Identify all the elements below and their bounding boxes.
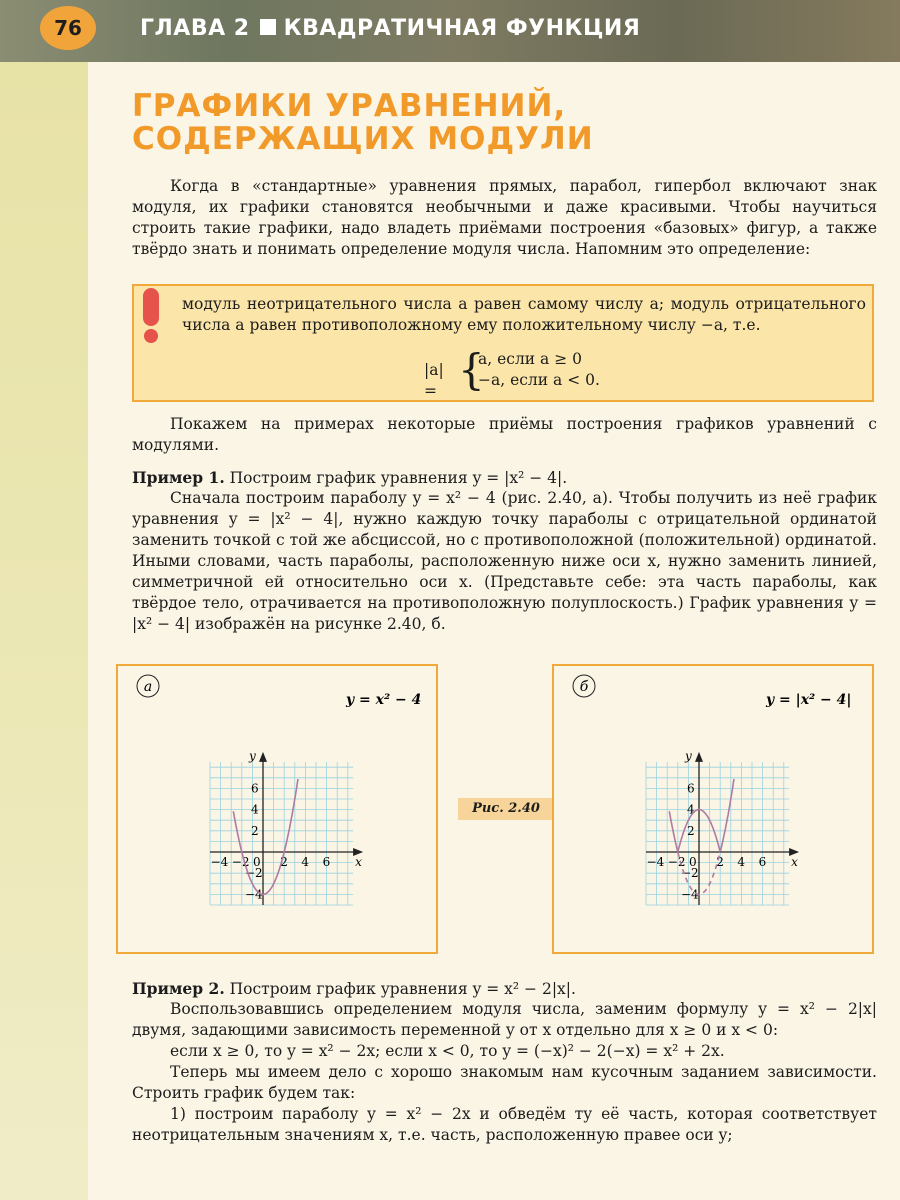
x-tick-label: 2 [280,855,288,869]
x-tick-label: −2 [231,855,250,869]
x-tick-label: 4 [301,855,310,869]
x-tick-label: −2 [667,855,686,869]
y-axis-label: y [249,748,256,763]
example2-p1: Воспользовавшись определением модуля числа, заменим формулу y = x² − 2|x| двумя, задающими зависимость переменной y от x отдельно для x ≥ 0 и x < 0: [132,1000,877,1039]
y-tick-label: 4 [687,802,695,817]
graph-equation: y = x² − 4 [346,692,422,708]
panel-label: б [579,679,589,695]
graph-a-svg [118,666,436,952]
x-tick-label: 0 [253,855,261,869]
figure-caption: Рис. 2.40 [458,798,554,820]
definition-text: модуль неотрицательного числа a равен самому числу a; модуль отрицательного числа a равен противоположному ему положительному числу −a, т.е. [182,295,866,334]
example2-p3: 1) построим параболу y = x² − 2x и обведём ту её часть, которая соответствует неотрицательным значениям x, т.е. часть, расположенную правее оси y; [132,1105,877,1144]
x-tick-label: 2 [716,855,724,869]
x-tick-label: 6 [322,855,331,869]
exclamation-icon [140,286,162,346]
graph-curve [233,779,298,894]
definition-box: модуль неотрицательного числа a равен самому числу a; модуль отрицательного числа a равен противоположному ему положительному числу −a, т.е. |a| = { a, если a ≥ 0 −a, если a < 0. [132,284,874,402]
graph-panel-b [552,664,874,954]
y-tick-label: −2 [681,866,699,881]
y-tick-label: 6 [687,781,695,796]
x-tick-label: −4 [646,855,665,869]
y-axis-label: y [685,748,692,763]
graph-equation: y = |x² − 4| [766,692,852,708]
x-axis-label: x [791,855,798,869]
section-title: ГРАФИКИ УРАВНЕНИЙ, СОДЕРЖАЩИХ МОДУЛИ [132,88,594,157]
formula-case-2: −a, если a < 0. [478,371,600,389]
example1-heading: Пример 1. Построим график уравнения y = |x² − 4|. [132,468,568,487]
panel-label: а [143,679,153,695]
graph-curve [669,779,734,851]
x-tick-label: 6 [758,855,767,869]
side-margin [0,62,88,1200]
x-tick-label: −4 [210,855,229,869]
x-axis-label: x [355,855,362,869]
example2-p2: Теперь мы имеем дело с хорошо знакомым нам кусочным заданием зависимости. Строить график будем так: [132,1063,877,1102]
y-axis-arrow [259,752,267,762]
y-tick-label: −4 [681,887,699,902]
example2-cases: если x ≥ 0, то y = x² − 2x; если x < 0, то y = (−x)² − 2(−x) = x² + 2x. [170,1042,725,1060]
y-tick-label: 4 [251,802,259,817]
square-bullet-icon [260,19,276,35]
formula-case-1: a, если a ≥ 0 [478,350,582,368]
y-tick-label: 2 [251,823,259,838]
page-number: 76 [40,6,96,50]
examples-intro: Покажем на примерах некоторые приёмы построения графиков уравнений с модулями. [132,415,877,454]
x-tick-label: 0 [689,855,697,869]
graph-b-svg [554,666,872,952]
graph-panel-a [116,664,438,954]
y-tick-label: 2 [687,823,695,838]
chapter-title: ГЛАВА 2 КВАДРАТИЧНАЯ ФУНКЦИЯ [140,16,641,41]
y-axis-arrow [695,752,703,762]
example1-body: Сначала построим параболу y = x² − 4 (рис. 2.40, а). Чтобы получить из неё график уравнения y = |x² − 4|, нужно каждую точку параболы с отрицательной ординатой заменить точкой с той же абсциссой, но с противоположной (положительной) ординатой. Иными словами, часть параболы, расположенную ниже оси x, нужно заменить линией, симметричной ей относительно оси x. (Представьте себе: эта часть параболы, как твёрдое тело, отрачивается на противоположную полуплоскость.) График уравнения y = |x² − 4| изображён на рисунке 2.40, б. [132,489,877,633]
y-tick-label: 6 [251,781,259,796]
y-tick-label: −4 [245,887,263,902]
y-tick-label: −2 [245,866,263,881]
x-tick-label: 4 [737,855,746,869]
intro-paragraph: Когда в «стандартные» уравнения прямых, парабол, гипербол включают знак модуля, их графики становятся необычными и даже красивыми. Чтобы научиться строить такие графики, надо владеть приёмами построения «базовых» фигур, а также твёрдо знать и понимать определение модуля числа. Напомним это определение: [132,177,877,258]
example2-heading: Пример 2. Построим график уравнения y = x² − 2|x|. [132,979,576,998]
